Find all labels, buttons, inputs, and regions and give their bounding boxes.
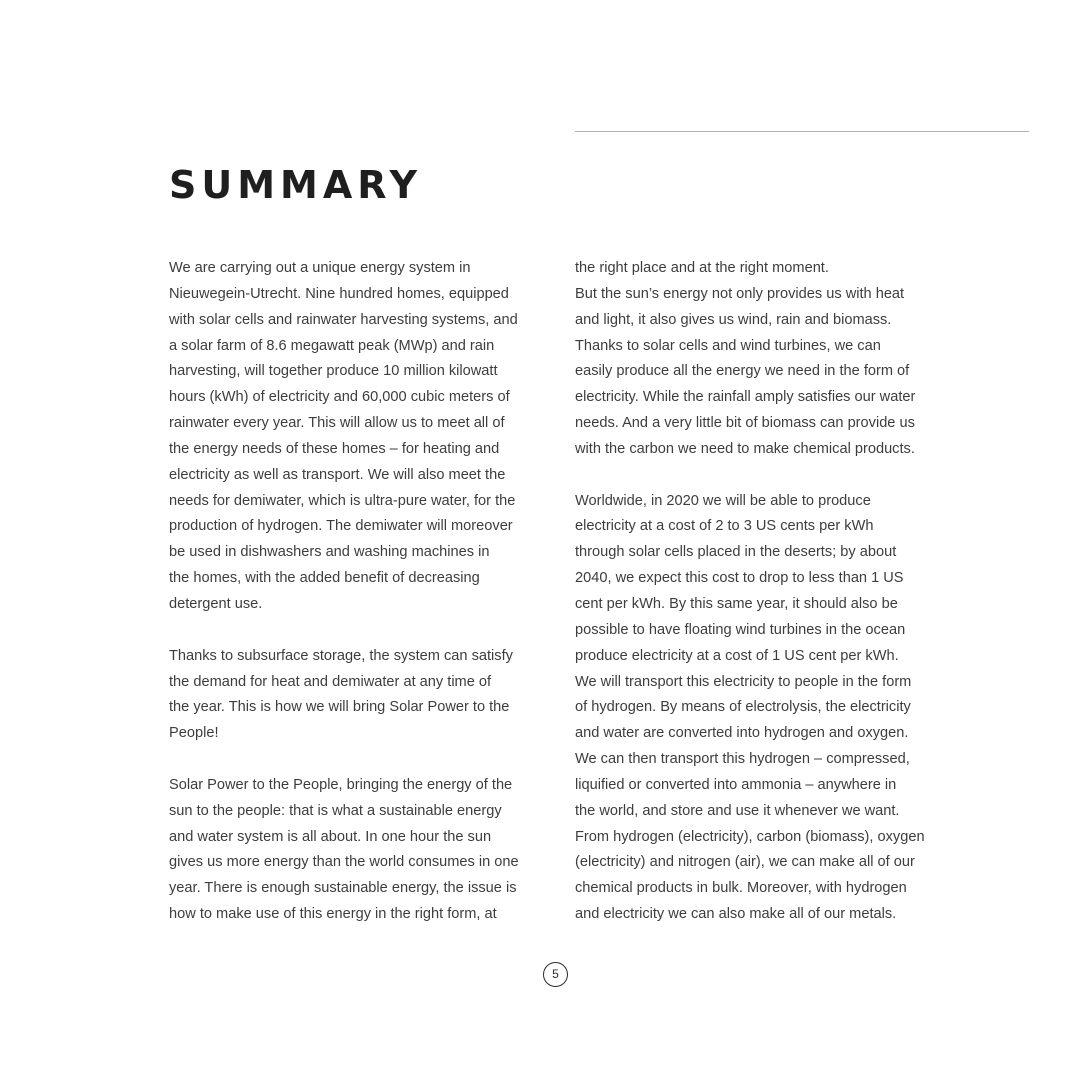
text-line: be used in dishwashers and washing machines in <box>169 544 490 561</box>
text-line: the world, and store and use it whenever we want. <box>575 802 900 819</box>
text-line: and electricity we can also make all of our metals. <box>575 906 897 923</box>
paragraph <box>169 644 541 747</box>
text-line: Solar Power to the People, bringing the energy of the <box>169 776 513 793</box>
text-line: People! <box>169 725 219 742</box>
paragraph <box>169 773 541 928</box>
text-line: produce electricity at a cost of 1 US cent per kWh. <box>575 647 899 664</box>
text-line: the energy needs of these homes – for heating and <box>169 440 500 457</box>
text-line: needs for demiwater, which is ultra-pure water, for the <box>169 492 516 509</box>
text-line: with solar cells and rainwater harvesting systems, and <box>169 311 518 328</box>
paragraph <box>169 256 541 618</box>
text-line: hours (kWh) of electricity and 60,000 cubic meters of <box>169 389 510 406</box>
text-line: needs. And a very little bit of biomass can provide us <box>575 415 915 432</box>
text-line: electricity at a cost of 2 to 3 US cents per kWh <box>575 518 874 535</box>
text-line: Thanks to subsurface storage, the system can satisfy <box>169 647 513 664</box>
text-line: with the carbon we need to make chemical products. <box>575 440 915 457</box>
accent-rule <box>575 131 1029 132</box>
text-line: and water system is all about. In one hour the sun <box>169 828 492 845</box>
text-line: through solar cells placed in the deserts; by about <box>575 544 897 561</box>
text-line: Thanks to solar cells and wind turbines, we can <box>575 337 881 354</box>
text-line: sun to the people: that is what a sustainable energy <box>169 802 502 819</box>
text-line: production of hydrogen. The demiwater will moreover <box>169 518 513 535</box>
text-line: of hydrogen. By means of electrolysis, the electricity <box>575 699 911 716</box>
page-title: SUMMARY <box>169 163 422 207</box>
text-line: detergent use. <box>169 595 263 612</box>
text-line: We will transport this electricity to people in the form <box>575 673 912 690</box>
page-number: 5 <box>543 962 568 987</box>
text-line: 2040, we expect this cost to drop to less than 1 US <box>575 570 904 587</box>
text-line: (electricity) and nitrogen (air), we can make all of our <box>575 854 915 871</box>
text-line: Nieuwegein-Utrecht. Nine hundred homes, equipped <box>169 285 509 302</box>
text-line: Worldwide, in 2020 we will be able to produce <box>575 492 871 509</box>
text-line: the right place and at the right moment. <box>575 260 829 276</box>
text-line: electricity. While the rainfall amply satisfies our water <box>575 389 916 406</box>
paragraph <box>575 489 943 928</box>
left-column <box>169 256 541 928</box>
text-line: and light, it also gives us wind, rain and biomass. <box>575 311 892 328</box>
text-line: the demand for heat and demiwater at any time of <box>169 673 492 690</box>
text-line: chemical products in bulk. Moreover, with hydrogen <box>575 880 907 897</box>
text-line: harvesting, will together produce 10 million kilowatt <box>169 363 498 380</box>
text-line: rainwater every year. This will allow us to meet all of <box>169 415 505 432</box>
text-line: the year. This is how we will bring Solar Power to the <box>169 699 510 716</box>
text-line: cent per kWh. By this same year, it should also be <box>575 595 898 612</box>
text-line: liquified or converted into ammonia – anywhere in <box>575 776 897 793</box>
text-line: electricity as well as transport. We will also meet the <box>169 466 506 483</box>
text-line: From hydrogen (electricity), carbon (biomass), oxygen <box>575 828 925 845</box>
text-line: easily produce all the energy we need in the form of <box>575 363 910 380</box>
text-line: We can then transport this hydrogen – compressed, <box>575 751 910 768</box>
right-column <box>575 256 943 928</box>
text-line: how to make use of this energy in the right form, at <box>169 906 497 923</box>
text-line: and water are converted into hydrogen and oxygen. <box>575 725 909 742</box>
paragraph <box>575 256 943 463</box>
text-line: year. There is enough sustainable energy, the issue is <box>169 880 517 897</box>
text-line: possible to have floating wind turbines in the ocean <box>575 621 906 638</box>
text-line: gives us more energy than the world consumes in one <box>169 854 519 871</box>
text-line: the homes, with the added benefit of decreasing <box>169 570 480 587</box>
text-line: But the sun’s energy not only provides us with heat <box>575 285 905 302</box>
text-line: We are carrying out a unique energy system in <box>169 260 471 276</box>
text-line: a solar farm of 8.6 megawatt peak (MWp) and rain <box>169 337 495 354</box>
